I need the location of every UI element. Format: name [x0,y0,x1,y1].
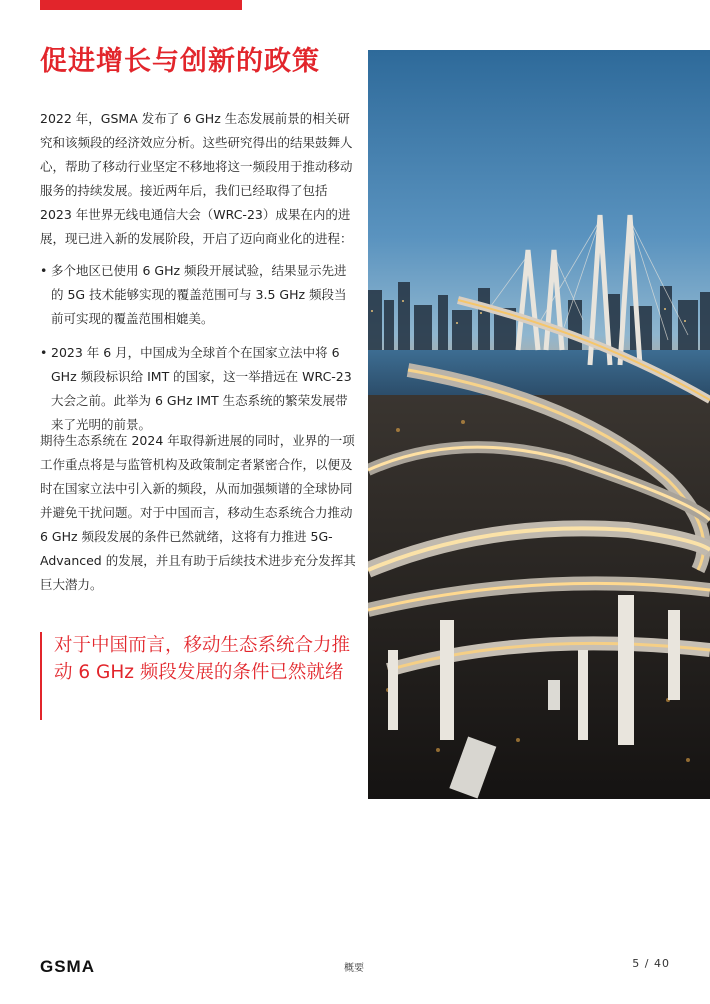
gsma-logo: GSMA [40,957,95,976]
bullet-item [40,341,358,437]
city-bridge-photo [368,50,710,799]
bullet-marker: • [40,263,48,278]
top-accent-bar [40,0,242,10]
page-title: 促进增长与创新的政策 [40,46,320,77]
bullet-list [40,259,358,447]
photo-illustration [368,50,710,799]
intro-paragraph: 2022 年，GSMA 发布了 6 GHz 生态发展前景的相关研究和该频段的经济效应分析。这些研究得出的结果鼓舞人心，帮助了移动行业坚定不移地将这一频段用于推动移动服务的持续发展。接近两年后，我们已经取得了包括 2023 年世界无线电通信大会（WRC-23）成果在内的进展，现已进入新的发展阶段，开启了迈向商业化的进程： [40,111,353,246]
bullet-item [40,259,358,331]
pull-quote-text: 对于中国而言，移动生态系统合力推动 6 GHz 频段发展的条件已然就绪 [54,635,351,683]
bullet-text: 2023 年 6 月，中国成为全球首个在国家立法中将 6 GHz 频段标识给 IMT 的国家，这一举措远在 WRC-23 大会之前。此举为 6 GHz IMT 生态系统的繁荣发展带来了光明的前景。 [51,345,352,432]
closing-paragraph: 期待生态系统在 2024 年取得新进展的同时，业界的一项工作重点将是与监管机构及政策制定者紧密合作，以便及时在国家立法中引入新的频段，从而加强频谱的全球协同并避免干扰问题。对于中国而言，移动生态系统合力推动 6 GHz 频段发展的条件已然就绪，这将有力推进 5G-Advanced 的发展，并且有助于后续技术进步充分发挥其巨大潜力。 [40,433,356,592]
page-number: 5 / 40 [632,957,670,970]
bullet-text: 多个地区已使用 6 GHz 频段开展试验，结果显示先进的 5G 技术能够实现的覆盖范围可与 3.5 GHz 频段当前可实现的覆盖范围相媲美。 [51,263,347,326]
footer-section-label: 概要 [344,963,364,974]
bullet-marker: • [40,345,48,360]
pull-quote [40,632,360,720]
